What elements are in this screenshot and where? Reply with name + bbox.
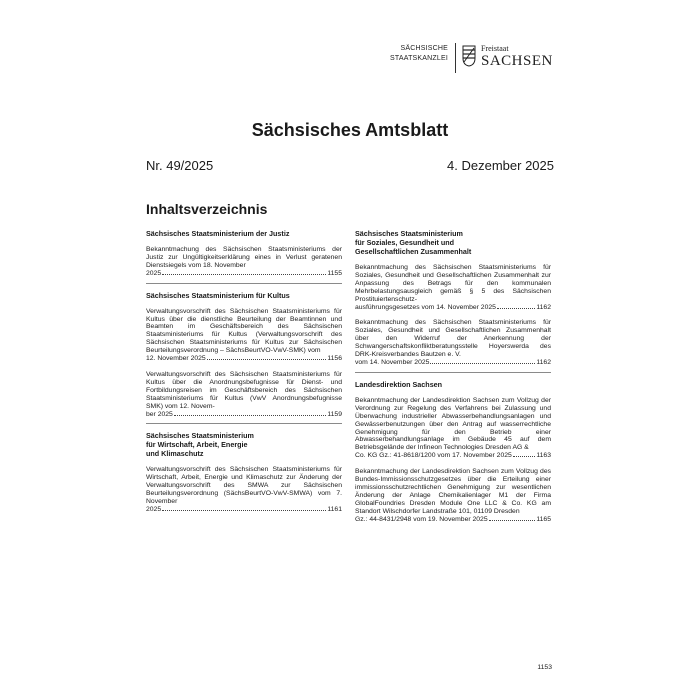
entry-last-line bbox=[355, 304, 551, 312]
kanzlei-line-1: SÄCHSISCHE bbox=[400, 45, 448, 52]
dot-leader bbox=[489, 516, 536, 521]
dot-leader bbox=[162, 270, 326, 275]
entry-last-line bbox=[146, 506, 342, 514]
toc-entry[interactable] bbox=[355, 397, 551, 460]
masthead-logo bbox=[384, 44, 554, 74]
section-heading bbox=[355, 229, 551, 256]
dot-leader bbox=[497, 304, 535, 309]
saxony-crest-icon bbox=[462, 45, 476, 67]
toc-entry[interactable] bbox=[146, 371, 342, 418]
section-heading-line: für Soziales, Gesundheit und bbox=[355, 238, 455, 247]
dot-leader bbox=[174, 411, 327, 416]
entry-page: 1162 bbox=[536, 303, 551, 311]
dot-leader bbox=[513, 452, 536, 457]
entry-last-line bbox=[355, 516, 551, 524]
toc-entry[interactable] bbox=[355, 319, 551, 366]
section-heading-line: für Wirtschaft, Arbeit, Energie bbox=[146, 440, 248, 450]
section-heading: Sächsisches Staatsministerium für Kultus bbox=[146, 290, 290, 300]
section-rule bbox=[355, 372, 551, 373]
entry-last-text: ausführungsgesetzes vom 14. November 2025 bbox=[355, 303, 496, 311]
entry-text: Bekanntmachung des Sächsischen Staatsministeriums für Soziales, Gesundheit und Gesellschaftlichen Zusammenhalt zur Anpassung des Betrags für den kommunalen Mehrbelastungsausgleich gemäß § 5 des Sächsischen Prostituiertenschutz- bbox=[355, 264, 551, 303]
entry-page: 1155 bbox=[327, 269, 342, 277]
entry-text: Bekanntmachung der Landesdirektion Sachsen zum Vollzug des Bundes-Immissionsschutzgesetzes über die Erteilung einer immissionsschutzrechtlichen Genehmigung zur wesentlichen Änderung der Anlage Chemikalienlager M1 der Firma GlobalFoundries Dresden Module One LLC & Co. KG am Standort Wilschdorfer Landstraße 101, 01109 Dresden bbox=[355, 468, 551, 515]
entry-last-line bbox=[355, 359, 551, 367]
toc-column-left bbox=[146, 229, 342, 514]
toc-entry[interactable] bbox=[355, 264, 551, 311]
entry-last-text: 2025 bbox=[146, 505, 162, 513]
toc-entry[interactable] bbox=[146, 246, 342, 278]
section-rule bbox=[146, 283, 342, 284]
section-heading-line: Gesellschaftlichen Zusammenhalt bbox=[355, 247, 472, 256]
freistaat-label: Freistaat bbox=[481, 44, 509, 53]
section-rule bbox=[146, 423, 342, 424]
issue-date: 4. Dezember 2025 bbox=[447, 158, 554, 173]
section-heading: Sächsisches Staatsministerium der Justiz bbox=[146, 229, 290, 238]
sachsen-label: SACHSEN bbox=[481, 53, 553, 69]
entry-last-line bbox=[146, 270, 342, 278]
entry-last-text: ber 2025 bbox=[146, 410, 173, 418]
entry-text: Bekanntmachung des Sächsischen Staatsministeriums für Soziales, Gesundheit und Gesellschaftlichen Zusammenhalt über den Widerruf der Anerkennung der Schwangerschaftskonfliktberatungsstelle Hoyerswerda des DRK-Kreisverbandes Bautzen e. V. bbox=[355, 319, 551, 359]
entry-page: 1156 bbox=[327, 355, 342, 363]
kanzlei-line-2: STAATSKANZLEI bbox=[390, 55, 448, 62]
toc-entry[interactable] bbox=[355, 468, 551, 523]
entry-text: Bekanntmachung des Sächsischen Staatsministeriums der Justiz zur Ungültigkeitserklärung eines in Verlust geratenen Dienstsiegels vom 18. November bbox=[146, 246, 342, 269]
toc-entry[interactable] bbox=[146, 466, 342, 513]
entry-page: 1161 bbox=[327, 505, 342, 513]
section-heading-line: Sächsisches Staatsministerium bbox=[146, 431, 254, 441]
section-heading-line: Sächsisches Staatsministerium bbox=[355, 229, 463, 238]
entry-last-line bbox=[355, 452, 551, 460]
issue-number: Nr. 49/2025 bbox=[146, 158, 214, 173]
entry-text: Verwaltungsvorschrift des Sächsischen Staatsministeriums für Wirtschaft, Arbeit, Energie und Klimaschutz zur Änderung der Verwaltungsvorschrift des SMWA zur Sächsischen Beurteilungsverordnung (SächsBeurtVO-VwV-SMWA) vom 7. November bbox=[146, 466, 342, 506]
entry-last-line bbox=[146, 411, 342, 419]
section-heading-line: und Klimaschutz bbox=[146, 449, 204, 459]
section-heading bbox=[146, 431, 342, 458]
entry-page: 1162 bbox=[536, 358, 551, 366]
entry-last-text: vom 14. November 2025 bbox=[355, 358, 430, 366]
dot-leader bbox=[162, 506, 326, 511]
entry-last-text: Gz.: 44-8431/2948 vom 19. November 2025 bbox=[355, 515, 488, 523]
entry-text: Verwaltungsvorschrift des Sächsischen Staatsministeriums für Kultus über die dienstliche Beurteilung der Beamtinnen und Beamten im Geschäftsbereich des Sächsischen Staatsministeriums für Kultus (Verwaltungsvorschrift des Sächsischen Staatsministeriums für Kultus zur Sächsischen Beurteilungsverordnung – SächsBeurtVO-VwV-SMK) vom bbox=[146, 307, 342, 355]
toc-column-right bbox=[355, 229, 551, 523]
entry-last-text: 2025 bbox=[146, 269, 162, 277]
entry-text: Bekanntmachung der Landesdirektion Sachsen zum Vollzug der Verordnung zur Regelung des Verfahrens bei Zulassung und Überwachung industrieller Abwasserbehandlungsanlagen und Gewässerbenutzungen über den Antrag auf wasserrechtliche Genehmigung für den Betrieb einer Abwasserbehandlungsanlage im Gebäude 45 auf dem Betriebsgelände der Infineon Technologies Dresden AG & bbox=[355, 396, 551, 452]
document-title: Sächsisches Amtsblatt bbox=[251, 120, 449, 140]
staatskanzlei-label bbox=[384, 44, 448, 64]
entry-text: Verwaltungsvorschrift des Sächsischen Staatsministeriums für Kultus über die Anordnungsbefugnisse für Dienst- und Fortbildungsreisen im Geschäftsbereich des Sächsischen Staatsministeriums für Kultus (VwV Anordnungsbefugnisse SMK) vom 12. Novem- bbox=[146, 370, 342, 410]
entry-last-line bbox=[146, 355, 342, 363]
entry-last-text: Co. KG Gz.: 41-8618/1200 vom 17. November 2025 bbox=[355, 452, 512, 460]
section-heading: Landesdirektion Sachsen bbox=[355, 379, 443, 389]
entry-last-text: 12. November 2025 bbox=[146, 355, 206, 363]
toc-heading: Inhaltsverzeichnis bbox=[146, 201, 268, 217]
toc-entry[interactable] bbox=[146, 308, 342, 363]
entry-page: 1163 bbox=[536, 452, 551, 460]
entry-page: 1165 bbox=[536, 515, 551, 523]
page-number: 1153 bbox=[537, 664, 552, 671]
dot-leader bbox=[207, 355, 327, 360]
entry-page: 1159 bbox=[327, 410, 342, 418]
dot-leader bbox=[430, 359, 535, 364]
logo-divider bbox=[455, 43, 456, 73]
